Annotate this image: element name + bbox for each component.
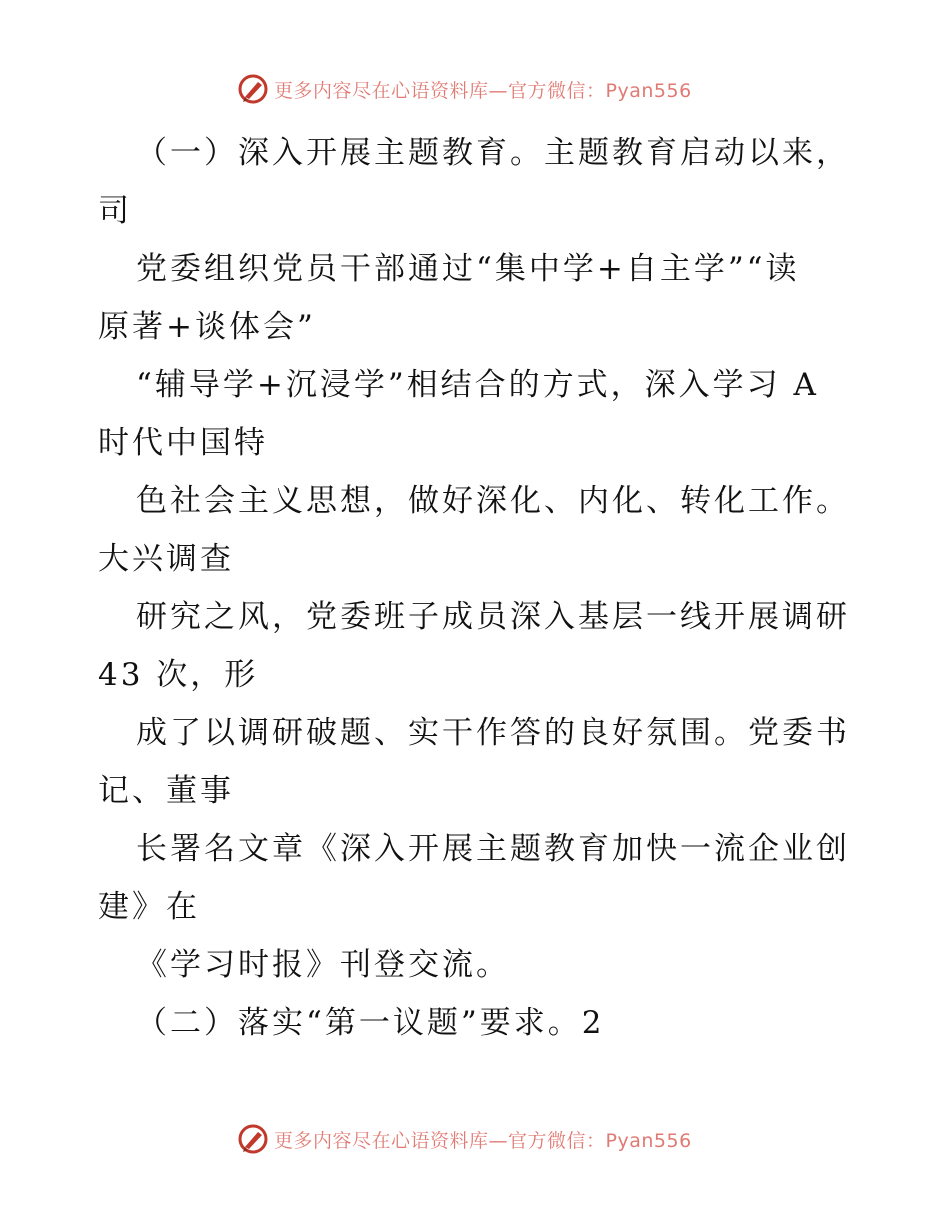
text-line: “辅导学+沉浸学”相结合的方式，深入学习 A [136,367,819,403]
document-body [98,124,858,1052]
watermark-text: 更多内容尽在心语资料库—官方微信：Pyan556 [274,1129,692,1152]
header-watermark-banner [236,72,716,106]
text-line: 大兴调查 [98,541,234,577]
text-line: 司 [98,193,132,229]
pen-circle-logo-icon [236,1122,270,1156]
footer-watermark-banner [236,1122,716,1156]
text-line: 记、董事 [98,773,234,809]
pen-circle-logo-icon [236,72,270,106]
text-line: 建》在 [98,889,200,925]
text-line: 《学习时报》刊登交流。 [136,947,510,983]
text-line: 研究之风，党委班子成员深入基层一线开展调研 [136,599,850,635]
text-line: 长署名文章《深入开展主题教育加快一流企业创 [136,831,850,867]
text-line: 党委组织党员干部通过“集中学+自主学”“读 [136,251,800,287]
text-line: 色社会主义思想，做好深化、内化、转化工作。 [136,483,850,519]
text-line: 43 次，形 [98,657,259,693]
text-line: （一）深入开展主题教育。主题教育启动以来， [136,135,850,171]
text-line: 时代中国特 [98,425,268,461]
text-line: （二）落实“第一议题”要求。2 [136,1005,605,1041]
text-line: 成了以调研破题、实干作答的良好氛围。党委书 [136,715,850,751]
text-line: 原著+谈体会” [98,309,316,345]
watermark-text: 更多内容尽在心语资料库—官方微信：Pyan556 [274,79,692,102]
